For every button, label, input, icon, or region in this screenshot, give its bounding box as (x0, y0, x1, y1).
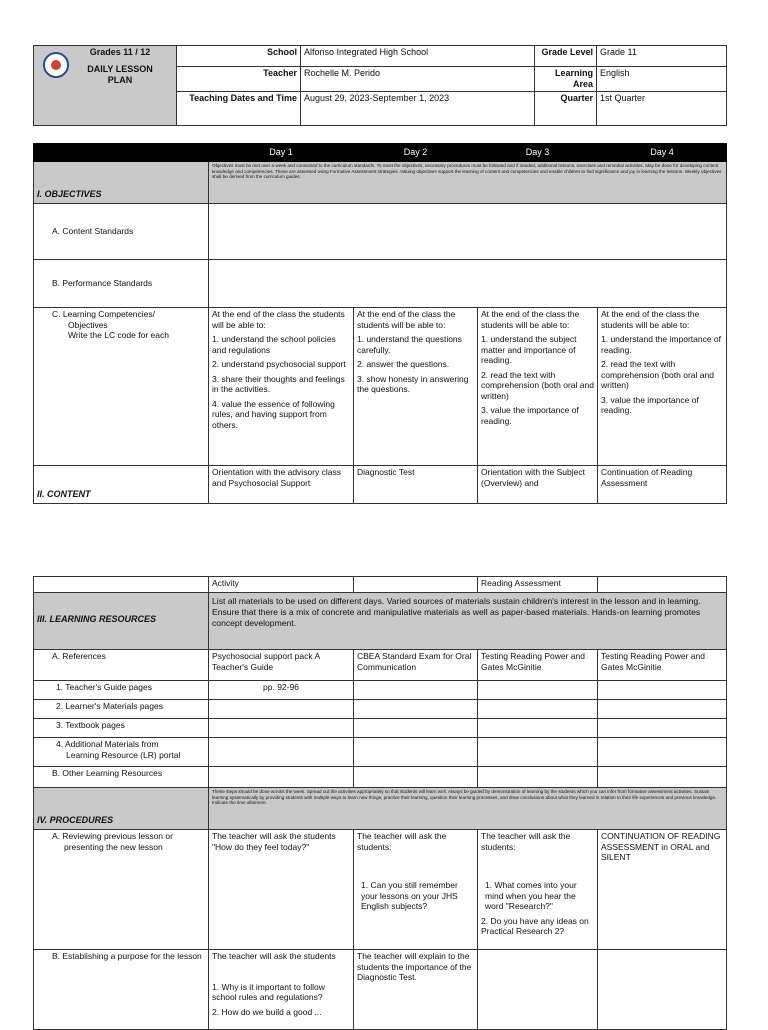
proc-b-label: B. Establishing a purpose for the lesson (34, 950, 209, 1030)
competencies-label-line3: Write the LC code for each (68, 330, 169, 340)
tg-pages-day1: pp. 92-96 (209, 681, 354, 700)
references-day3: Testing Reading Power and Gates McGinitie (478, 650, 598, 681)
objectives-title: I. OBJECTIVES (34, 162, 209, 204)
obj-d3-item2: 2. read the text with comprehension (both oral and written) (481, 369, 594, 401)
content-day2: Diagnostic Test (354, 466, 478, 504)
proc-b-d1-q1: 1. Why is it important to follow school rules and regulations? (212, 981, 325, 1002)
proc-a-day1: The teacher will ask the students "How do they feel today?" (209, 830, 354, 950)
lm-pages-day3 (478, 700, 598, 719)
proc-a-day4: CONTINUATION OF READING ASSESSMENT in ORAL and SILENT (598, 830, 727, 950)
other-res-day2 (354, 767, 478, 788)
obj-d3-item1: 1. understand the subject matter and importance of reading. (481, 334, 577, 365)
references-day4: Testing Reading Power and Gates McGinitie (598, 650, 727, 681)
day-header-2: Day 2 (354, 144, 478, 162)
proc-a-d3-q1: 1. What comes into your mind when you hear the word "Research?" (485, 880, 577, 911)
lm-pages-day1 (209, 700, 354, 719)
add-mat-day2 (354, 738, 478, 767)
resources-title: III. LEARNING RESOURCES (34, 593, 209, 650)
content-day1-cont: Activity (209, 577, 354, 593)
additional-materials-line1: 4. Additional Materials from (56, 739, 159, 749)
obj-d4-item2: 2. read the text with comprehension (both oral and written) (601, 359, 714, 390)
tb-pages-day2 (354, 719, 478, 738)
dates-label: Teaching Dates and Time (177, 92, 301, 126)
content-day4-cont (598, 577, 727, 593)
obj-d1-item3: 3. share their thoughts and feelings in the activities. (212, 373, 345, 394)
proc-b-day1 (209, 950, 354, 1030)
references-day1: Psychosocial support pack A Teacher's Guide (209, 650, 354, 681)
content-day2-cont (354, 577, 478, 593)
obj-d1-item1: 1. understand the school policies and regulations (212, 334, 336, 355)
content-day4: Continuation of Reading Assessment (598, 466, 727, 504)
grade-level-label: Grade Level (535, 46, 597, 67)
procedures-title: IV. PROCEDURES (34, 788, 209, 830)
proc-a-d3-q2: 2. Do you have any ideas on Practical Research 2? (481, 915, 589, 936)
additional-materials-line2: Learning Resource (LR) portal (66, 749, 181, 760)
doc-title: DAILY LESSON PLAN (87, 64, 153, 85)
day-header-blank (34, 144, 209, 162)
proc-b-day4 (598, 950, 727, 1030)
grade-level-value: Grade 11 (597, 46, 727, 67)
obj-d1-item4: 4. value the essence of following rules, and having support from others. (212, 398, 335, 430)
other-res-day1 (209, 767, 354, 788)
content-day3: Orientation with the Subject (Overview) and (478, 466, 598, 504)
deped-seal-icon (43, 52, 69, 78)
day-header-3: Day 3 (478, 144, 598, 162)
lm-pages-day4 (598, 700, 727, 719)
obj-d2-intro: At the end of the class the students will be able to: (357, 309, 456, 330)
tg-pages-day3 (478, 681, 598, 700)
proc-a-day3 (478, 830, 598, 950)
teacher-value: Rochelle M. Perido (301, 67, 535, 92)
proc-a-d2-q1: 1. Can you still remember your lessons on your JHS English subjects? (361, 880, 458, 911)
proc-b-d1-q2: 2. How do we build a good ... (212, 1006, 322, 1017)
performance-standards-label: B. Performance Standards (34, 260, 209, 308)
lm-pages-day2 (354, 700, 478, 719)
obj-d3-item3: 3. value the importance of reading. (481, 405, 579, 426)
add-mat-day3 (478, 738, 598, 767)
tb-pages-day3 (478, 719, 598, 738)
tg-pages-day2 (354, 681, 478, 700)
obj-d2-item2: 2. answer the questions. (357, 359, 450, 369)
add-mat-day4 (598, 738, 727, 767)
teacher-label: Teacher (177, 67, 301, 92)
grades-label: Grades 11 / 12 (89, 47, 151, 57)
day-header-1: Day 1 (209, 144, 354, 162)
day-header-4: Day 4 (598, 144, 727, 162)
performance-standards-value (209, 260, 727, 308)
proc-a-d3-intro: The teacher will ask the students: (481, 831, 571, 852)
proc-a-d2-intro: The teacher will ask the students: (357, 831, 447, 852)
competencies-label (34, 308, 209, 466)
obj-d3-intro: At the end of the class the students will be able to: (481, 309, 580, 330)
proc-a-day2 (354, 830, 478, 950)
lm-pages-label: 2. Learner's Materials pages (34, 700, 209, 719)
school-value: Alfonso Integrated High School (301, 46, 535, 67)
other-res-day3 (478, 767, 598, 788)
additional-materials-label (34, 738, 209, 767)
competencies-day4 (598, 308, 727, 466)
obj-d1-intro: At the end of the class the students will be able to: (212, 309, 345, 330)
content-cont-blank (34, 577, 209, 593)
proc-b-day2: The teacher will explain to the students the importance of the Diagnostic Test. (354, 950, 478, 1030)
content-day1: Orientation with the advisory class and Psychosocial Support (209, 466, 354, 504)
other-resources-label: B. Other Learning Resources (34, 767, 209, 788)
procedures-note: These steps should be done across the week. Spread out the activities appropriately so that students will learn well. Always be guided by demonstration of learning by the students which you can infer from formative assessment activities. Sustain learning systematically by providing students with multiple ways to learn new things, practice their learning, question their learning processes, and draw conclusions about what they learned in relation to their life experiences and previous knowledge. Indicate the time allotment. (209, 788, 727, 830)
lesson-table-part2 (33, 576, 727, 1030)
learning-area-label: Learning Area (535, 67, 597, 92)
content-standards-label: A. Content Standards (34, 204, 209, 260)
deped-header-cell (34, 46, 177, 126)
proc-b-day3 (478, 950, 598, 1030)
quarter-label: Quarter (535, 92, 597, 126)
resources-note: List all materials to be used on different days. Varied sources of materials sustain children's interest in the lesson and in learning. Ensure that there is a mix of concrete and manipulative materials as well as paper-based materials. Hands-on learning promotes concept development. (209, 593, 727, 650)
obj-d4-intro: At the end of the class the students will be able to: (601, 309, 700, 330)
proc-a-label: A. Reviewing previous lesson or presenting the new lesson (34, 830, 209, 950)
add-mat-day1 (209, 738, 354, 767)
content-title: II. CONTENT (34, 466, 209, 504)
obj-d4-item3: 3. value the importance of reading. (601, 394, 699, 415)
tb-pages-day1 (209, 719, 354, 738)
proc-b-d1-intro: The teacher will ask the students (212, 951, 336, 961)
header-table (33, 45, 727, 126)
tb-pages-day4 (598, 719, 727, 738)
objectives-note: Objectives must be met over a week and connected to the curriculum standards. To meet the objectives, necessary procedures must be followed and if needed, additional lessons, exercises and remedial activities. May be done for developing content knowledge and competencies. These are assessed using Formative Assessment strategies. Valuing objectives support the learning of content and competencies and enable children to find significance and joy in learning the lessons. Weekly objectives shall be derived from the curriculum guides. (209, 162, 727, 204)
competencies-label-line1: C. Learning Competencies/ (52, 309, 156, 319)
content-day3-cont: Reading Assessment (478, 577, 598, 593)
obj-d2-item1: 1. understand the questions carefully. (357, 334, 462, 355)
tb-pages-label: 3. Textbook pages (34, 719, 209, 738)
content-standards-value (209, 204, 727, 260)
references-day2: CBEA Standard Exam for Oral Communication (354, 650, 478, 681)
other-res-day4 (598, 767, 727, 788)
obj-d4-item1: 1. understand the importance of reading. (601, 334, 722, 355)
tg-pages-label: 1. Teacher's Guide pages (34, 681, 209, 700)
dates-value: August 29, 2023-September 1, 2023 (301, 92, 535, 126)
obj-d2-item3: 3. show honesty in answering the questions. (357, 373, 469, 394)
school-label: School (177, 46, 301, 67)
tg-pages-day4 (598, 681, 727, 700)
references-label: A. References (34, 650, 209, 681)
quarter-value: 1st Quarter (597, 92, 727, 126)
competencies-day2 (354, 308, 478, 466)
competencies-day3 (478, 308, 598, 466)
lesson-table-part1 (33, 143, 727, 504)
learning-area-value: English (597, 67, 727, 92)
obj-d1-item2: 2. understand psychosocial support (212, 359, 346, 369)
competencies-label-line2: Objectives (68, 319, 108, 330)
competencies-day1 (209, 308, 354, 466)
